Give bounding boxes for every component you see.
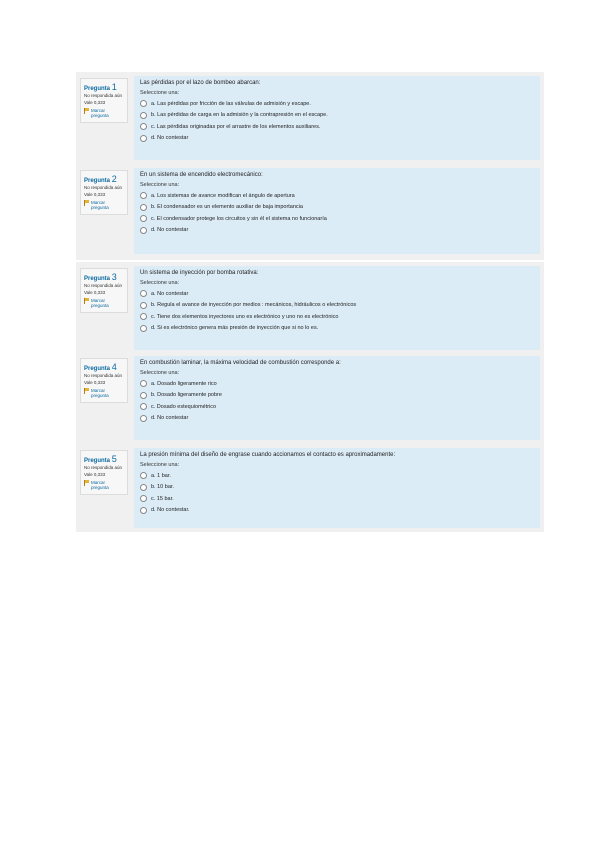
flag-icon [84,108,89,113]
question-2-option-a[interactable]: a. Los sistemas de avance modifican el ángulo de apertura [140,190,534,202]
question-2-prompt: Seleccione una: [140,182,180,188]
question-3-content [134,266,540,350]
question-3-option-a[interactable]: a. No contestar [140,288,534,300]
question-1-state: No respondida aún [84,93,123,98]
question-5-option-c[interactable]: c. 15 bar. [140,493,534,505]
question-5-prompt: Seleccione una: [140,462,180,468]
question-3-state: No respondida aún [84,283,123,288]
question-4-state: No respondida aún [84,373,123,378]
question-4-option-d[interactable]: d. No contestar [140,413,534,425]
question-3-mark: Vale 0,333 [84,290,106,295]
question-2-option-b[interactable]: b. El condensador es un elemento auxiliar de baja importancia [140,202,534,214]
question-3-number: Pregunta 3 [84,272,117,282]
question-1-mark: Vale 0,333 [84,100,106,105]
question-3-info [80,268,128,313]
question-4-mark: Vale 0,333 [84,380,106,385]
question-2-mark: Vale 0,333 [84,192,106,197]
question-2-info [80,170,128,215]
question-4-number: Pregunta 4 [84,362,117,372]
question-1-option-c[interactable]: c. Las pérdidas originadas por el arrastre de los elementos auxiliares. [140,121,534,133]
radio-button[interactable] [140,123,147,130]
radio-button[interactable] [140,380,147,387]
question-2-state: No respondida aún [84,185,123,190]
question-4-prompt: Seleccione una: [140,370,180,376]
flag-icon [84,298,89,303]
radio-button[interactable] [140,484,147,491]
radio-button[interactable] [140,403,147,410]
flag-icon [84,388,89,393]
quiz-screenshot-2 [76,262,544,532]
question-4-info [80,358,128,403]
question-4-text: En combustión laminar, la máxima velocidad de combustión corresponde a: [140,360,341,366]
question-5-mark: Vale 0,333 [84,472,106,477]
radio-button[interactable] [140,112,147,119]
question-5-flag[interactable]: Marcar pregunta [84,480,124,490]
question-3-text: Un sistema de inyección por bomba rotativa: [140,270,259,276]
radio-button[interactable] [140,100,147,107]
question-4-flag[interactable]: Marcar pregunta [84,388,124,398]
question-2-content [134,168,540,254]
question-5-state: No respondida aún [84,465,123,470]
question-1-option-a[interactable]: a. Las pérdidas por fricción de las válvulas de admisión y escape. [140,98,534,110]
radio-button[interactable] [140,215,147,222]
radio-button[interactable] [140,392,147,399]
question-3-flag[interactable]: Marcar pregunta [84,298,124,308]
radio-button[interactable] [140,325,147,332]
question-2-flag[interactable]: Marcar pregunta [84,200,124,210]
radio-button[interactable] [140,415,147,422]
question-5-info [80,450,128,495]
flag-icon [84,200,89,205]
radio-button[interactable] [140,290,147,297]
question-2-text: En un sistema de encendido electromecánico: [140,172,263,178]
radio-button[interactable] [140,472,147,479]
radio-button[interactable] [140,227,147,234]
question-5-content [134,448,540,528]
radio-button[interactable] [140,135,147,142]
radio-button[interactable] [140,495,147,502]
question-4-content [134,356,540,440]
question-5-option-b[interactable]: b. 10 bar. [140,482,534,494]
question-3-option-c[interactable]: c. Tiene dos elementos inyectores uno es electrónico y uno no es electrónico [140,311,534,323]
question-5-option-a[interactable]: a. 1 bar. [140,470,534,482]
flag-icon [84,480,89,485]
question-1-prompt: Seleccione una: [140,90,180,96]
question-2-option-c[interactable]: c. El condensador protege los circuitos y sin él el sistema no funcionaría [140,213,534,225]
question-1-option-b[interactable]: b. Las pérdidas de carga en la admisión y la contrapresión en el escape. [140,110,534,122]
question-3-option-b[interactable]: b. Regula el avance de inyección por medios : mecánicos, hidráulicos o electrónicos [140,300,534,312]
question-4-option-c[interactable]: c. Dosado estequiométrico [140,401,534,413]
quiz-screenshot-1 [76,72,544,260]
question-2-option-d[interactable]: d. No contestar [140,225,534,237]
question-1-text: Las pérdidas por el lazo de bombeo abarcan: [140,80,261,86]
radio-button[interactable] [140,507,147,514]
radio-button[interactable] [140,204,147,211]
question-1-option-d[interactable]: d. No contestar [140,133,534,145]
question-4-option-b[interactable]: b. Dosado ligeramente pobre [140,390,534,402]
question-5-text: La presión mínima del diseño de engrase cuando accionamos el contacto es aproximadamente: [140,452,396,458]
question-5-option-d[interactable]: d. No contestar. [140,505,534,517]
question-1-number: Pregunta 1 [84,82,117,92]
radio-button[interactable] [140,313,147,320]
question-4-option-a[interactable]: a. Dosado ligeramente rico [140,378,534,390]
radio-button[interactable] [140,192,147,199]
radio-button[interactable] [140,302,147,309]
question-1-info [80,78,128,123]
question-5-number: Pregunta 5 [84,454,117,464]
question-3-prompt: Seleccione una: [140,280,180,286]
question-1-content [134,76,540,160]
question-2-number: Pregunta 2 [84,174,117,184]
question-1-flag[interactable]: Marcar pregunta [84,108,124,118]
question-3-option-d[interactable]: d. Si es electrónico genera más presión de inyección que si no lo es. [140,323,534,335]
